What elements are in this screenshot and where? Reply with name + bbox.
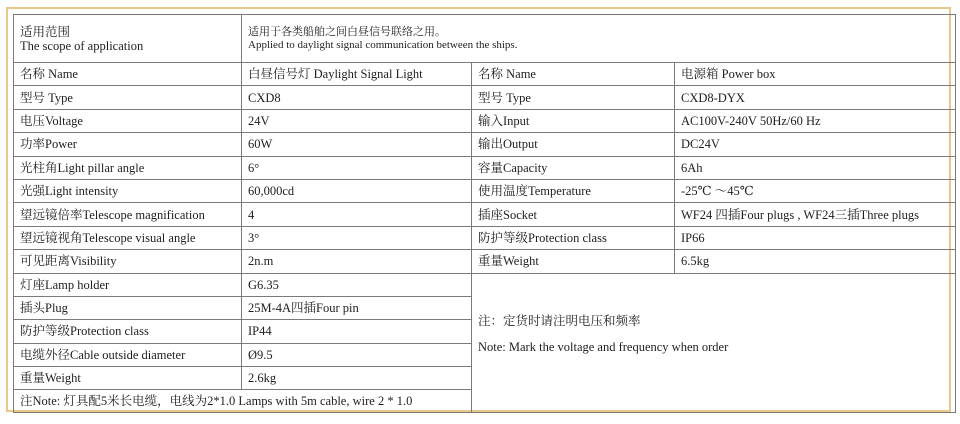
power-box-spec-label: 型号 Type <box>472 86 675 109</box>
scope-text-en: Applied to daylight signal communication between the ships. <box>248 38 518 51</box>
light-spec-value: 60W <box>242 133 472 156</box>
light-spec-label: 光强Light intensity <box>14 179 242 202</box>
table-row <box>14 250 956 273</box>
light-spec-value: CXD8 <box>242 86 472 109</box>
scope-row <box>14 15 956 63</box>
light-spec-value: 4 <box>242 203 472 226</box>
table-row <box>14 86 956 109</box>
power-box-spec-label: 防护等级Protection class <box>472 226 675 249</box>
scope-text-cn: 适用于各类船舶之间白昼信号联络之用。 <box>248 25 446 38</box>
spec-sheet-frame <box>6 7 951 412</box>
light-spec-label: 灯座Lamp holder <box>14 273 242 296</box>
power-box-spec-value: DC24V <box>675 133 956 156</box>
light-spec-value: Ø9.5 <box>242 343 472 366</box>
light-spec-label: 可见距离Visibility <box>14 250 242 273</box>
power-box-spec-value: IP66 <box>675 226 956 249</box>
power-box-spec-value: -25℃ ～45℃ <box>675 179 956 202</box>
light-spec-label: 望远镜视角Telescope visual angle <box>14 226 242 249</box>
light-spec-value: 60,000cd <box>242 179 472 202</box>
light-spec-label: 电压Voltage <box>14 109 242 132</box>
table-row <box>14 273 956 296</box>
table-row <box>14 156 956 179</box>
light-spec-label: 名称 Name <box>14 63 242 86</box>
light-spec-value: 白昼信号灯 Daylight Signal Light <box>242 63 472 86</box>
light-spec-label: 重量Weight <box>14 367 242 390</box>
power-box-spec-value: AC100V-240V 50Hz/60 Hz <box>675 109 956 132</box>
light-spec-value: G6.35 <box>242 273 472 296</box>
light-spec-value: IP44 <box>242 320 472 343</box>
light-spec-label: 防护等级Protection class <box>14 320 242 343</box>
power-box-spec-label: 输入Input <box>472 109 675 132</box>
power-box-spec-value: 电源箱 Power box <box>675 63 956 86</box>
power-box-spec-label: 插座Socket <box>472 203 675 226</box>
light-spec-label: 功率Power <box>14 133 242 156</box>
power-box-note-en: Note: Mark the voltage and frequency when order <box>478 339 729 354</box>
power-box-spec-label: 输出Output <box>472 133 675 156</box>
light-spec-value: 2.6kg <box>242 367 472 390</box>
scope-label-en: The scope of application <box>20 38 144 53</box>
power-box-spec-value: 6Ah <box>675 156 956 179</box>
table-row <box>14 133 956 156</box>
light-note: 注Note: 灯具配5米长电缆，电线为2*1.0 Lamps with 5m cable, wire 2 * 1.0 <box>14 390 472 413</box>
table-row <box>14 179 956 202</box>
light-spec-value: 6° <box>242 156 472 179</box>
table-row <box>14 226 956 249</box>
light-spec-value: 24V <box>242 109 472 132</box>
power-box-spec-value: WF24 四插Four plugs , WF24三插Three plugs <box>675 203 956 226</box>
power-box-spec-value: 6.5kg <box>675 250 956 273</box>
light-spec-label: 电缆外径Cable outside diameter <box>14 343 242 366</box>
scope-label-cn: 适用范围 <box>20 24 71 39</box>
power-box-note-cn: 注：定货时请注明电压和频率 <box>478 313 641 328</box>
power-box-spec-label: 重量Weight <box>472 250 675 273</box>
light-spec-label: 望远镜倍率Telescope magnification <box>14 203 242 226</box>
scope-label-cell <box>14 15 242 63</box>
table-row <box>14 109 956 132</box>
light-spec-value: 2n.m <box>242 250 472 273</box>
light-spec-label: 插头Plug <box>14 296 242 319</box>
scope-text-cell <box>242 15 956 63</box>
table-row <box>14 63 956 86</box>
light-spec-label: 光柱角Light pillar angle <box>14 156 242 179</box>
power-box-spec-value: CXD8-DYX <box>675 86 956 109</box>
spec-table <box>13 14 956 413</box>
table-row <box>14 203 956 226</box>
power-box-spec-label: 名称 Name <box>472 63 675 86</box>
power-box-note-cell <box>472 273 956 413</box>
light-spec-label: 型号 Type <box>14 86 242 109</box>
light-spec-value: 3° <box>242 226 472 249</box>
power-box-spec-label: 容量Capacity <box>472 156 675 179</box>
light-spec-value: 25M-4A四插Four pin <box>242 296 472 319</box>
power-box-spec-label: 使用温度Temperature <box>472 179 675 202</box>
